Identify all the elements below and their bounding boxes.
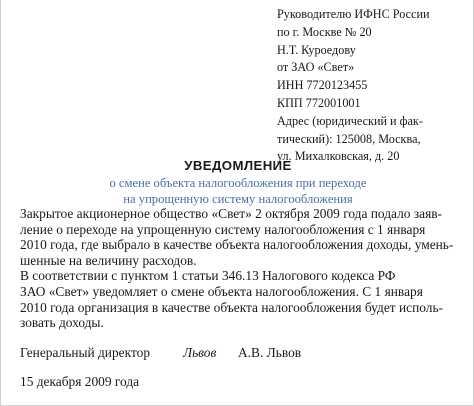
addressee-line: ул. Михалковская, д. 20 (277, 149, 400, 164)
subtitle-line: на упрощенную систему налогообложения (123, 191, 353, 206)
body-line: ление о переходе на упрощенную систему налогообложения с 1 января (20, 221, 426, 237)
signature-name: А.В. Львов (238, 345, 302, 360)
body-line: шенные на величину расходов. (20, 252, 197, 268)
document-title: УВЕДОМЛЕНИЕ (184, 158, 292, 173)
signature-handwritten: Львов (183, 345, 217, 360)
body-line: Закрытое акционерное общество «Свет» 2 октября 2009 года подало заяв- (20, 206, 443, 221)
body-line: 2010 года организация в качестве объекта налогообложения будет исполь- (20, 299, 444, 315)
subtitle-line: о смене объекта налогообложения при переходе (109, 176, 367, 190)
addressee-line: тический): 125008, Москва, (277, 131, 421, 146)
document-body (20, 206, 470, 331)
document-subtitle (1, 176, 474, 207)
body-line: 2010 года, где выбрало в качестве объекта налогообложения доходы, умень- (20, 237, 454, 253)
addressee-line: Руководителю ИФНС России (277, 7, 430, 21)
addressee-line: Адрес (юридический и фак- (277, 113, 423, 128)
document-date: 15 декабря 2009 года (20, 374, 140, 389)
addressee-line: от ЗАО «Свет» (277, 60, 355, 75)
addressee-line: по г. Москве № 20 (277, 24, 372, 39)
addressee-line: КПП 772001001 (277, 95, 361, 110)
addressee-line: Н.Т. Куроедову (277, 42, 356, 57)
body-line: ЗАО «Свет» уведомляет о смене объекта налогообложения. С 1 января (20, 283, 423, 299)
body-line: В соответствии с пунктом 1 статьи 346.13 Налогового кодекса РФ (20, 268, 396, 284)
body-line: зовать доходы. (20, 315, 104, 331)
addressee-block (277, 6, 467, 166)
addressee-line: ИНН 7720123455 (277, 78, 368, 93)
signature-role: Генеральный директор (20, 345, 151, 360)
